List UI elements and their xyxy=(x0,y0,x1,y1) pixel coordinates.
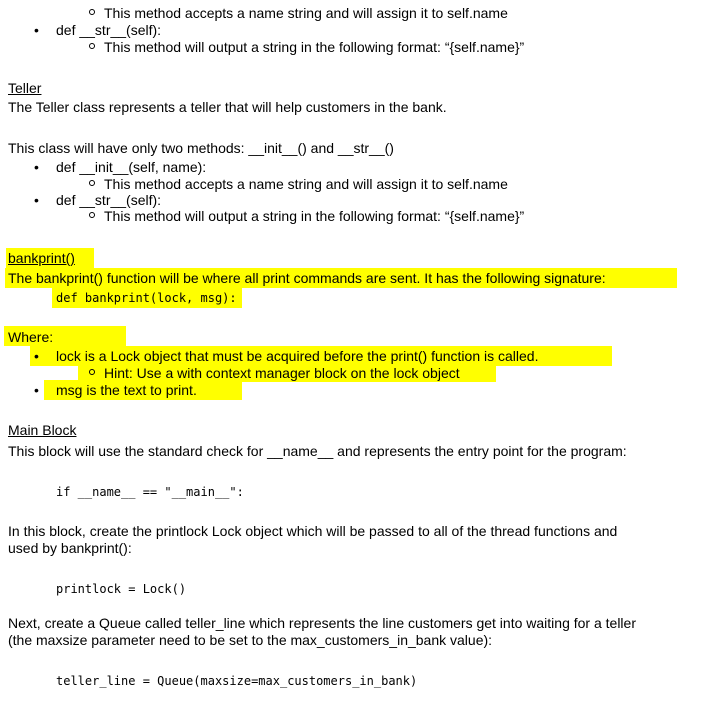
printlock-description-line1: In this block, create the printlock Lock object which will be passed to all of the thread functions and xyxy=(8,523,618,539)
bullet: • xyxy=(34,192,39,208)
top-sub1: This method accepts a name string and will assign it to self.name xyxy=(104,5,508,21)
sub-bullet xyxy=(89,9,95,15)
teller-item1-sub: This method accepts a name string and will assign it to self.name xyxy=(104,176,508,192)
where-label: Where: xyxy=(8,329,54,345)
sub-bullet xyxy=(89,212,95,218)
bankprint-heading: bankprint() xyxy=(8,250,75,266)
teller-item2: def __str__(self): xyxy=(56,192,162,208)
bankprint-description: The bankprint() function will be where all print commands are sent. It has the following signature: xyxy=(8,270,606,286)
teller-item2-sub: This method will output a string in the following format: “{self.name}” xyxy=(104,208,525,224)
teller-heading: Teller xyxy=(8,80,42,96)
top-sub2: This method will output a string in the following format: “{self.name}” xyxy=(104,39,525,55)
code-printlock: printlock = Lock() xyxy=(56,582,187,596)
bullet: • xyxy=(34,348,39,364)
bullet: • xyxy=(34,22,39,38)
main-block-description: This block will use the standard check for __name__ and represents the entry point for the program: xyxy=(8,443,627,459)
sub-bullet xyxy=(89,43,95,49)
teller-item1: def __init__(self, name): xyxy=(56,159,207,175)
teller-methods-intro: This class will have only two methods: __init__() and __str__() xyxy=(8,140,394,156)
teller-description: The Teller class represents a teller that will help customers in the bank. xyxy=(8,99,447,115)
sub-bullet xyxy=(89,180,95,186)
bullet: • xyxy=(34,159,39,175)
top-item2: def __str__(self): xyxy=(56,22,162,38)
queue-description-line2: (the maxsize parameter need to be set to the max_customers_in_bank value): xyxy=(8,632,493,648)
msg-item: msg is the text to print. xyxy=(56,382,197,398)
queue-description-line1: Next, create a Queue called teller_line which represents the line customers get into waiting for a teller xyxy=(8,615,636,631)
main-block-heading: Main Block xyxy=(8,422,77,438)
hint-item: Hint: Use a with context manager block on the lock object xyxy=(104,365,460,381)
printlock-description-line2: used by bankprint(): xyxy=(8,540,132,556)
sub-bullet xyxy=(89,369,95,375)
code-teller-line: teller_line = Queue(maxsize=max_customers_in_bank) xyxy=(56,674,418,688)
lock-item: lock is a Lock object that must be acquired before the print() function is called. xyxy=(56,348,539,364)
bullet: • xyxy=(34,382,39,398)
code-main-check: if __name__ == "__main__": xyxy=(56,485,244,499)
bankprint-signature: def bankprint(lock, msg): xyxy=(56,291,237,305)
